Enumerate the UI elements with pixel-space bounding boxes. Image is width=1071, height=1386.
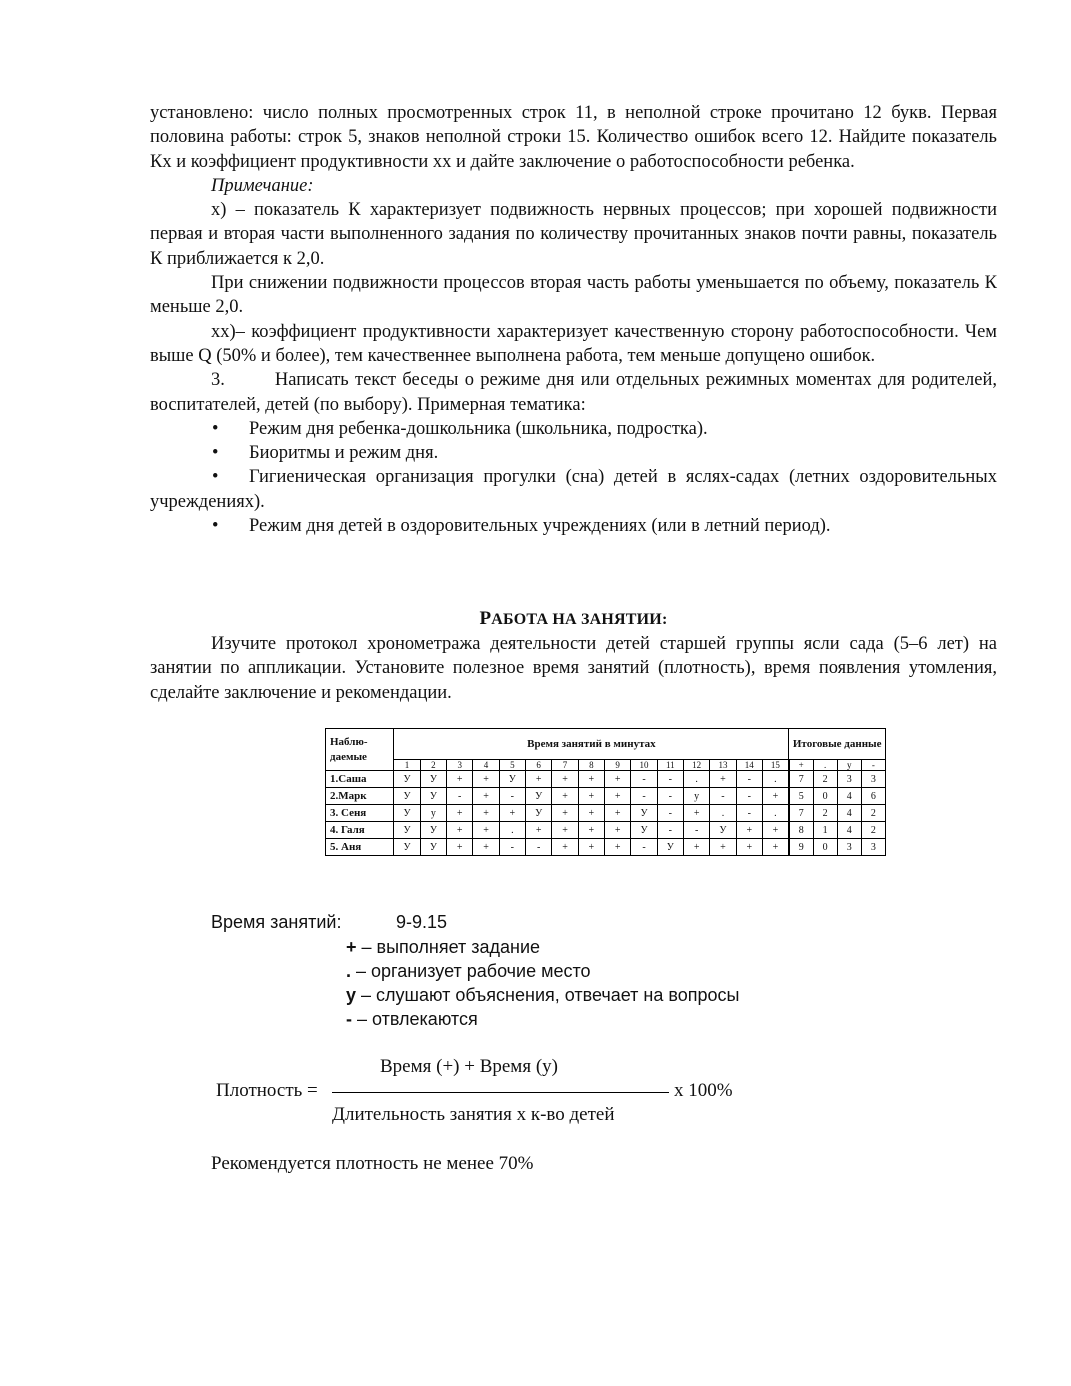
child-name-cell: 1.Саша	[326, 771, 394, 788]
activity-cell: +	[605, 771, 631, 788]
activity-cell: +	[762, 839, 788, 856]
activity-cell: -	[499, 839, 525, 856]
minute-header-cell: 13	[710, 760, 736, 771]
total-cell: 5	[789, 788, 813, 805]
minute-header-cell: 12	[683, 760, 709, 771]
minute-header-cell: 7	[552, 760, 578, 771]
activity-cell: У	[499, 771, 525, 788]
activity-cell: +	[447, 805, 473, 822]
bullet-icon: •	[212, 516, 219, 537]
section-task: Изучите протокол хронометража деятельности детей старшей группы ясли сада (5–6 лет) на занятии по аппликации. Установите полезное время занятий (плотность), время появления утомления, сделайте заключение и рекомендации.	[150, 634, 997, 703]
activity-cell: +	[499, 805, 525, 822]
bullet-icon: •	[212, 418, 219, 439]
activity-cell: -	[657, 822, 683, 839]
activity-cell: -	[736, 805, 762, 822]
intro-paragraph: установлено: число полных просмотренных строк 11, в неполной строке прочитано 12 букв. Первая половина работы: строк 5, знаков неполной строки 15. Количество ошибок всего 12. Найдите показатель Кх и коэффициент продуктивности хх и дайте заключение о работоспособности ребенка.	[150, 103, 997, 172]
total-cell: 4	[837, 822, 861, 839]
activity-cell: У	[710, 822, 736, 839]
activity-cell: +	[552, 822, 578, 839]
list-item: • Режим дня ребенка-дошкольника (школьника, подростка).	[150, 417, 997, 441]
total-cell: 1	[813, 822, 837, 839]
activity-cell: У	[526, 805, 552, 822]
activity-cell: .	[762, 805, 788, 822]
activity-cell: У	[420, 771, 446, 788]
lesson-time-value: 9-9.15	[396, 912, 448, 932]
total-cell: 3	[861, 771, 885, 788]
activity-cell: У	[394, 822, 420, 839]
minute-header-cell: 8	[578, 760, 604, 771]
bullet-icon: •	[212, 467, 219, 488]
activity-cell: +	[473, 771, 499, 788]
list-item: • Режим дня детей в оздоровительных учреждениях (или в летний период).	[150, 514, 997, 538]
formula-multiplier: х 100%	[674, 1080, 733, 1101]
activity-cell: У	[631, 822, 657, 839]
total-cell: 2	[813, 771, 837, 788]
legend-item: . – организует рабочие место	[346, 961, 591, 981]
note-xx-paragraph: хх)– коэффициент продуктивности характеризует качественную сторону работоспособности. Чем выше Q (50% и более), тем качественнее выполнена работа, тем меньше допущено ошибок.	[150, 321, 997, 366]
minute-header-cell: 10	[631, 760, 657, 771]
activity-cell: +	[526, 771, 552, 788]
activity-cell: +	[473, 788, 499, 805]
activity-cell: -	[631, 839, 657, 856]
activity-cell: +	[552, 771, 578, 788]
totals-col-header: -	[861, 760, 885, 771]
list-item: • Гигиеническая организация прогулки (сна) детей в яслях-садах (летних оздоровительных учреждениях).	[150, 467, 997, 512]
minute-header-cell: 3	[447, 760, 473, 771]
minutes-row	[326, 760, 886, 771]
activity-cell: у	[683, 788, 709, 805]
legend-item: - – отвлекаются	[346, 1009, 478, 1029]
activity-cell: +	[473, 822, 499, 839]
activity-cell: -	[526, 839, 552, 856]
activity-cell: +	[710, 771, 736, 788]
task3-paragraph: 3. Написать текст беседы о режиме дня или отдельных режимных моментах для родителей, воспитателей, детей (по выбору). Примерная тематика:	[150, 370, 1002, 415]
activity-cell: У	[394, 805, 420, 822]
activity-cell: -	[710, 788, 736, 805]
activity-cell: +	[578, 788, 604, 805]
activity-cell: -	[736, 771, 762, 788]
total-cell: 2	[861, 805, 885, 822]
table-row	[326, 839, 886, 856]
activity-cell: +	[605, 839, 631, 856]
list-item: • Биоритмы и режим дня.	[150, 441, 997, 465]
activity-cell: У	[394, 771, 420, 788]
total-cell: 7	[789, 805, 813, 822]
total-cell: 9	[789, 839, 813, 856]
observed-header: Наблю-даемые	[326, 729, 394, 771]
total-cell: 8	[789, 822, 813, 839]
activity-cell: +	[683, 839, 709, 856]
activity-cell: -	[683, 822, 709, 839]
activity-cell: У	[631, 805, 657, 822]
activity-cell: У	[394, 839, 420, 856]
activity-cell: -	[447, 788, 473, 805]
topics-list	[150, 417, 997, 538]
total-cell: 3	[861, 839, 885, 856]
table-row	[326, 822, 886, 839]
minute-header-cell: 14	[736, 760, 762, 771]
activity-cell: +	[710, 839, 736, 856]
legend-item: у – слушают объяснения, отвечает на вопросы	[346, 985, 740, 1005]
table-row	[326, 788, 886, 805]
total-cell: 4	[837, 788, 861, 805]
activity-cell: +	[762, 822, 788, 839]
activity-cell: +	[473, 839, 499, 856]
activity-cell: +	[552, 788, 578, 805]
child-name-cell: 3. Сеня	[326, 805, 394, 822]
activity-cell: -	[657, 805, 683, 822]
activity-cell: У	[420, 788, 446, 805]
activity-cell: .	[499, 822, 525, 839]
note-low-paragraph: При снижении подвижности процессов вторая часть работы уменьшается по объему, показатель К меньше 2,0.	[150, 273, 997, 318]
totals-col-header: +	[789, 760, 813, 771]
activity-cell: -	[657, 771, 683, 788]
minute-header-cell: 15	[762, 760, 788, 771]
minute-header-cell: 9	[605, 760, 631, 771]
activity-cell: .	[710, 805, 736, 822]
protocol-table	[325, 728, 886, 856]
activity-cell: +	[447, 822, 473, 839]
activity-cell: +	[552, 839, 578, 856]
activity-cell: +	[578, 771, 604, 788]
activity-cell: +	[578, 805, 604, 822]
minute-header-cell: 2	[420, 760, 446, 771]
note-title: Примечание:	[211, 175, 314, 196]
activity-cell: у	[420, 805, 446, 822]
minute-header-cell: 5	[499, 760, 525, 771]
minute-header-cell: 1	[394, 760, 420, 771]
lesson-time-label: Время занятий:	[211, 912, 342, 932]
minute-header-cell: 4	[473, 760, 499, 771]
recommendation: Рекомендуется плотность не менее 70%	[211, 1153, 534, 1174]
total-cell: 6	[861, 788, 885, 805]
minute-header-cell: 11	[657, 760, 683, 771]
total-cell: 3	[837, 839, 861, 856]
activity-cell: -	[736, 788, 762, 805]
activity-cell: -	[499, 788, 525, 805]
activity-cell: -	[631, 771, 657, 788]
activity-cell: .	[683, 771, 709, 788]
activity-cell: +	[578, 839, 604, 856]
activity-cell: +	[736, 822, 762, 839]
totals-col-header: у	[837, 760, 861, 771]
activity-cell: +	[762, 788, 788, 805]
total-cell: 4	[837, 805, 861, 822]
formula-denominator: Длительность занятия х к-во детей	[332, 1104, 615, 1125]
activity-cell: +	[447, 839, 473, 856]
table-row	[326, 771, 886, 788]
totals-header: Итоговые данные	[789, 729, 886, 760]
activity-cell: +	[605, 822, 631, 839]
activity-cell: -	[631, 788, 657, 805]
section-heading: РАБОТА НА ЗАНЯТИИ:	[479, 608, 668, 629]
total-cell: 2	[861, 822, 885, 839]
total-cell: 0	[813, 839, 837, 856]
activity-cell: +	[605, 805, 631, 822]
activity-cell: У	[420, 839, 446, 856]
total-cell: 2	[813, 805, 837, 822]
child-name-cell: 2.Марк	[326, 788, 394, 805]
minute-header-cell: 6	[526, 760, 552, 771]
bullet-icon: •	[212, 443, 219, 464]
table-row	[326, 805, 886, 822]
section-task-block	[150, 632, 997, 705]
activity-cell: +	[578, 822, 604, 839]
legend-item: + – выполняет задание	[346, 937, 541, 957]
fraction-line	[332, 1092, 669, 1093]
activity-cell: +	[736, 839, 762, 856]
activity-cell: +	[683, 805, 709, 822]
activity-cell: +	[605, 788, 631, 805]
activity-cell: У	[657, 839, 683, 856]
activity-cell: У	[420, 822, 446, 839]
activity-cell: У	[394, 788, 420, 805]
total-cell: 7	[789, 771, 813, 788]
activity-cell: +	[552, 805, 578, 822]
activity-cell: +	[526, 822, 552, 839]
totals-col-header: .	[813, 760, 837, 771]
child-name-cell: 5. Аня	[326, 839, 394, 856]
total-cell: 0	[813, 788, 837, 805]
activity-cell: .	[762, 771, 788, 788]
child-name-cell: 4. Галя	[326, 822, 394, 839]
activity-cell: +	[447, 771, 473, 788]
total-cell: 3	[837, 771, 861, 788]
intro-block	[150, 101, 1002, 538]
activity-cell: -	[657, 788, 683, 805]
activity-cell: У	[526, 788, 552, 805]
formula-numerator: Время (+) + Время (у)	[380, 1056, 558, 1077]
time-header: Время занятий в минутах	[394, 729, 789, 760]
activity-cell: +	[473, 805, 499, 822]
note-x-paragraph: х) – показатель К характеризует подвижность нервных процессов; при хорошей подвижности первая и вторая части выполненного задания по количеству прочитанных знаков почти равны, показатель К приближается к 2,0.	[150, 200, 997, 269]
formula-label: Плотность =	[216, 1080, 318, 1101]
